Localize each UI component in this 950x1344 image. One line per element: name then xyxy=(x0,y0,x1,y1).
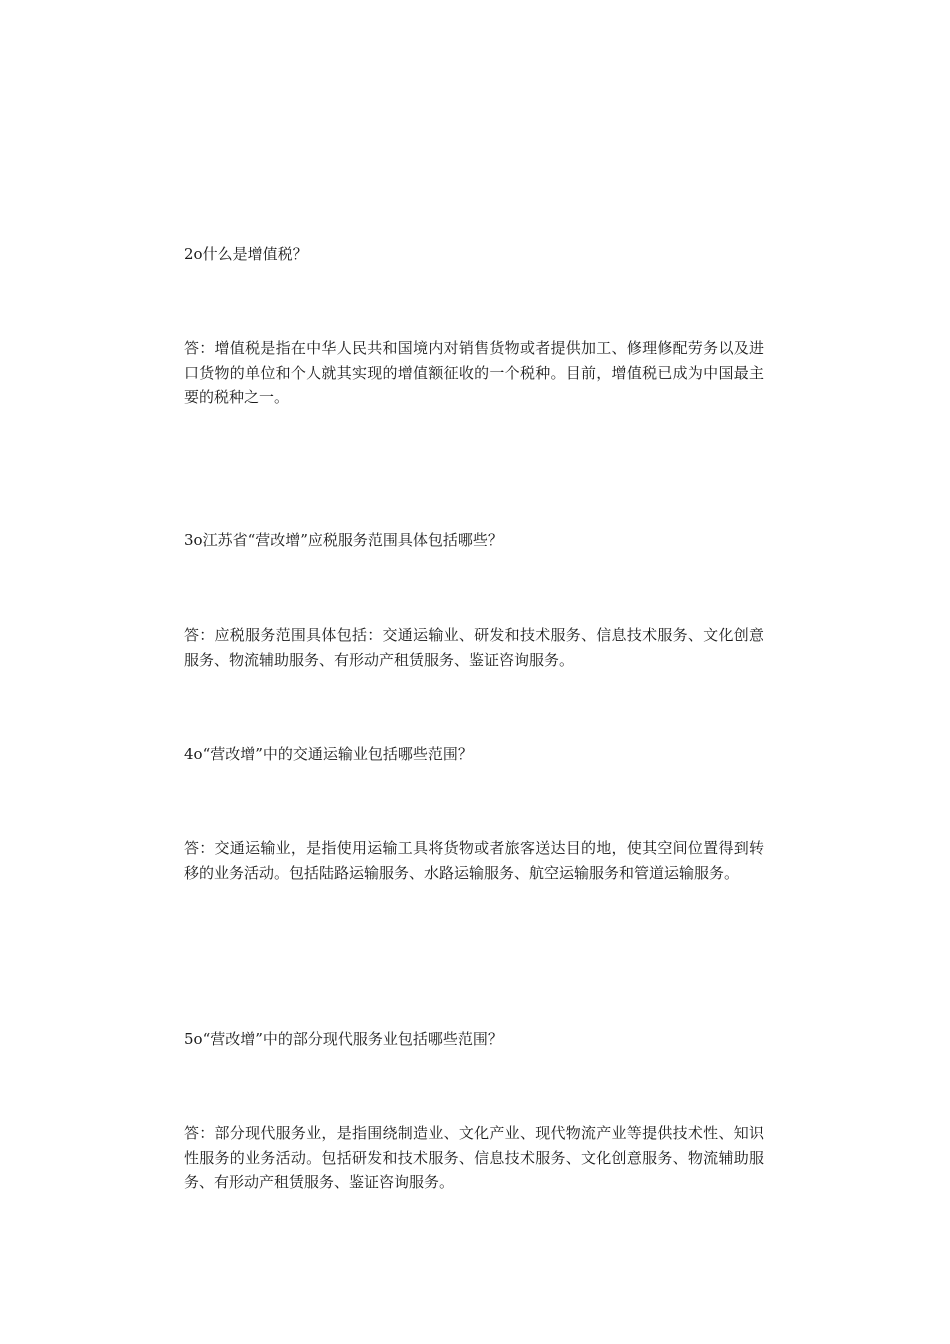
answer-5: 答：部分现代服务业，是指围绕制造业、文化产业、现代物流产业等提供技术性、知识性服务的业务活动。包括研发和技术服务、信息技术服务、文化创意服务、物流辅助服务、有形动产租赁服务、鉴证咨询服务。 xyxy=(184,1124,764,1191)
question-4: 4o“营改增”中的交通运输业包括哪些范围？ xyxy=(184,745,473,763)
answer-2: 答：增值税是指在中华人民共和国境内对销售货物或者提供加工、修理修配劳务以及进口货物的单位和个人就其实现的增值额征收的一个税种。目前，增值税已成为中国最主要的税种之一。 xyxy=(184,339,764,406)
question-2: 2o什么是增值税？ xyxy=(184,245,308,263)
answer-3: 答：应税服务范围具体包括：交通运输业、研发和技术服务、信息技术服务、文化创意服务、物流辅助服务、有形动产租赁服务、鉴证咨询服务。 xyxy=(184,626,764,669)
question-3: 3o江苏省“营改增”应税服务范围具体包括哪些？ xyxy=(184,531,503,549)
answer-4: 答：交通运输业，是指使用运输工具将货物或者旅客送达目的地，使其空间位置得到转移的业务活动。包括陆路运输服务、水路运输服务、航空运输服务和管道运输服务。 xyxy=(184,839,764,882)
question-5: 5o“营改增”中的部分现代服务业包括哪些范围？ xyxy=(184,1030,503,1048)
